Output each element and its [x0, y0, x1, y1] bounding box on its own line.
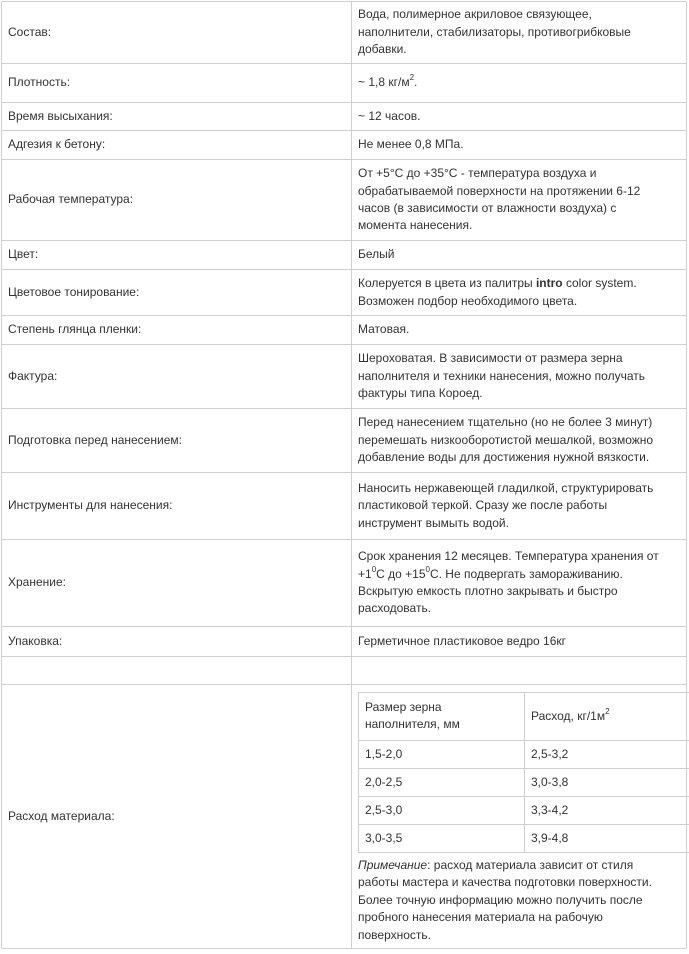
spec-value: Шероховатая. В зависимости от размера зерна наполнителя и техники нанесения, можно получать фактуры типа Короед.	[352, 345, 687, 409]
consumption-header-row	[359, 692, 689, 740]
spec-row-storage	[2, 540, 687, 627]
grain-size-cell: 2,0-2,5	[359, 768, 525, 796]
spec-row-texture	[2, 345, 687, 409]
spec-row-tools	[2, 473, 687, 540]
spec-row-density	[2, 64, 687, 103]
consumption-rate-cell: 2,5-3,2	[525, 740, 689, 768]
spec-label: Упаковка:	[2, 627, 352, 657]
spec-label: Цвет:	[2, 241, 352, 270]
spec-value: От +5°С до +35°С - температура воздуха и обрабатываемой поверхности на протяжении 6-12 часов (в зависимости от влажности воздуха) с момента нанесения.	[352, 160, 687, 241]
spec-row-gloss	[2, 316, 687, 345]
spec-value: Матовая.	[352, 316, 687, 345]
spec-value: Герметичное пластиковое ведро 16кг	[352, 627, 687, 657]
spec-row-color	[2, 241, 687, 270]
column-header: Расход, $кг/1м^2$	[525, 692, 689, 740]
consumption-rate-cell: 3,3-4,2	[525, 796, 689, 824]
spec-row-empty	[2, 657, 687, 685]
table-row	[359, 768, 689, 796]
consumption-table	[358, 692, 689, 853]
spec-label	[2, 657, 352, 685]
spec-row-packaging	[2, 627, 687, 657]
spec-value: Срок хранения 12 месяцев. Температура хранения от $+1^0С$ до $+15^0С$. Не подвергать замораживанию. Вскрытую емкость плотно закрывать и быстро расходовать.	[352, 540, 687, 627]
consumption-rate-cell: 3,0-3,8	[525, 768, 689, 796]
spec-value: Перед нанесением тщательно (но не более 3 минут) перемешать низкооборотистой мешалкой, возможно добавление воды для достижения нужной вязкости.	[352, 409, 687, 473]
spec-row-composition	[2, 2, 687, 64]
spec-value: Наносить нержавеющей гладилкой, структурировать пластиковой теркой. Сразу же после работы инструмент вымыть водой.	[352, 473, 687, 540]
spec-label: Плотность:	[2, 64, 352, 103]
grain-size-cell: 1,5-2,0	[359, 740, 525, 768]
table-row	[359, 740, 689, 768]
spec-row-adhesion	[2, 131, 687, 160]
table-row	[359, 824, 689, 852]
spec-row-consumption	[2, 685, 687, 949]
spec-label: Инструменты для нанесения:	[2, 473, 352, 540]
spec-label: Цветовое тонирование:	[2, 270, 352, 316]
note-label: Примечание	[358, 857, 428, 872]
consumption-note: Примечание: расход материала зависит от стиля работы мастера и качества подготовки поверхности. Более точную информацию можно получить после пробного нанесения материала на рабочую поверхность.	[358, 857, 652, 942]
spec-label: Адгезия к бетону:	[2, 131, 352, 160]
spec-row-tinting	[2, 270, 687, 316]
table-row	[359, 796, 689, 824]
grain-size-cell: 3,0-3,5	[359, 824, 525, 852]
spec-table	[1, 1, 687, 949]
spec-label: Рабочая температура:	[2, 160, 352, 241]
spec-value: Не менее 0,8 МПа.	[352, 131, 687, 160]
column-header: Размер зерна наполнителя, мм	[359, 692, 525, 740]
spec-value: Колеруется в цвета из палитры intro color system. Возможен подбор необходимого цвета.	[352, 270, 687, 316]
spec-value	[352, 657, 687, 685]
spec-value	[352, 685, 687, 949]
spec-value: Вода, полимерное акриловое связующее, наполнители, стабилизаторы, противогрибковые добавки.	[352, 2, 687, 64]
brand-name: intro	[535, 276, 563, 291]
spec-value: ~ 12 часов.	[352, 103, 687, 131]
spec-value: Белый	[352, 241, 687, 270]
spec-label: Подготовка перед нанесением:	[2, 409, 352, 473]
spec-value: ~ 1,8 $кг/м^2$.	[352, 64, 687, 103]
spec-row-drying-time	[2, 103, 687, 131]
spec-label: Время высыхания:	[2, 103, 352, 131]
spec-label: Состав:	[2, 2, 352, 64]
spec-label: Хранение:	[2, 540, 352, 627]
spec-row-working-temperature	[2, 160, 687, 241]
consumption-rate-cell: 3,9-4,8	[525, 824, 689, 852]
grain-size-cell: 2,5-3,0	[359, 796, 525, 824]
spec-label: Степень глянца пленки:	[2, 316, 352, 345]
spec-label: Расход материала:	[2, 685, 352, 949]
spec-row-preparation	[2, 409, 687, 473]
spec-label: Фактура:	[2, 345, 352, 409]
